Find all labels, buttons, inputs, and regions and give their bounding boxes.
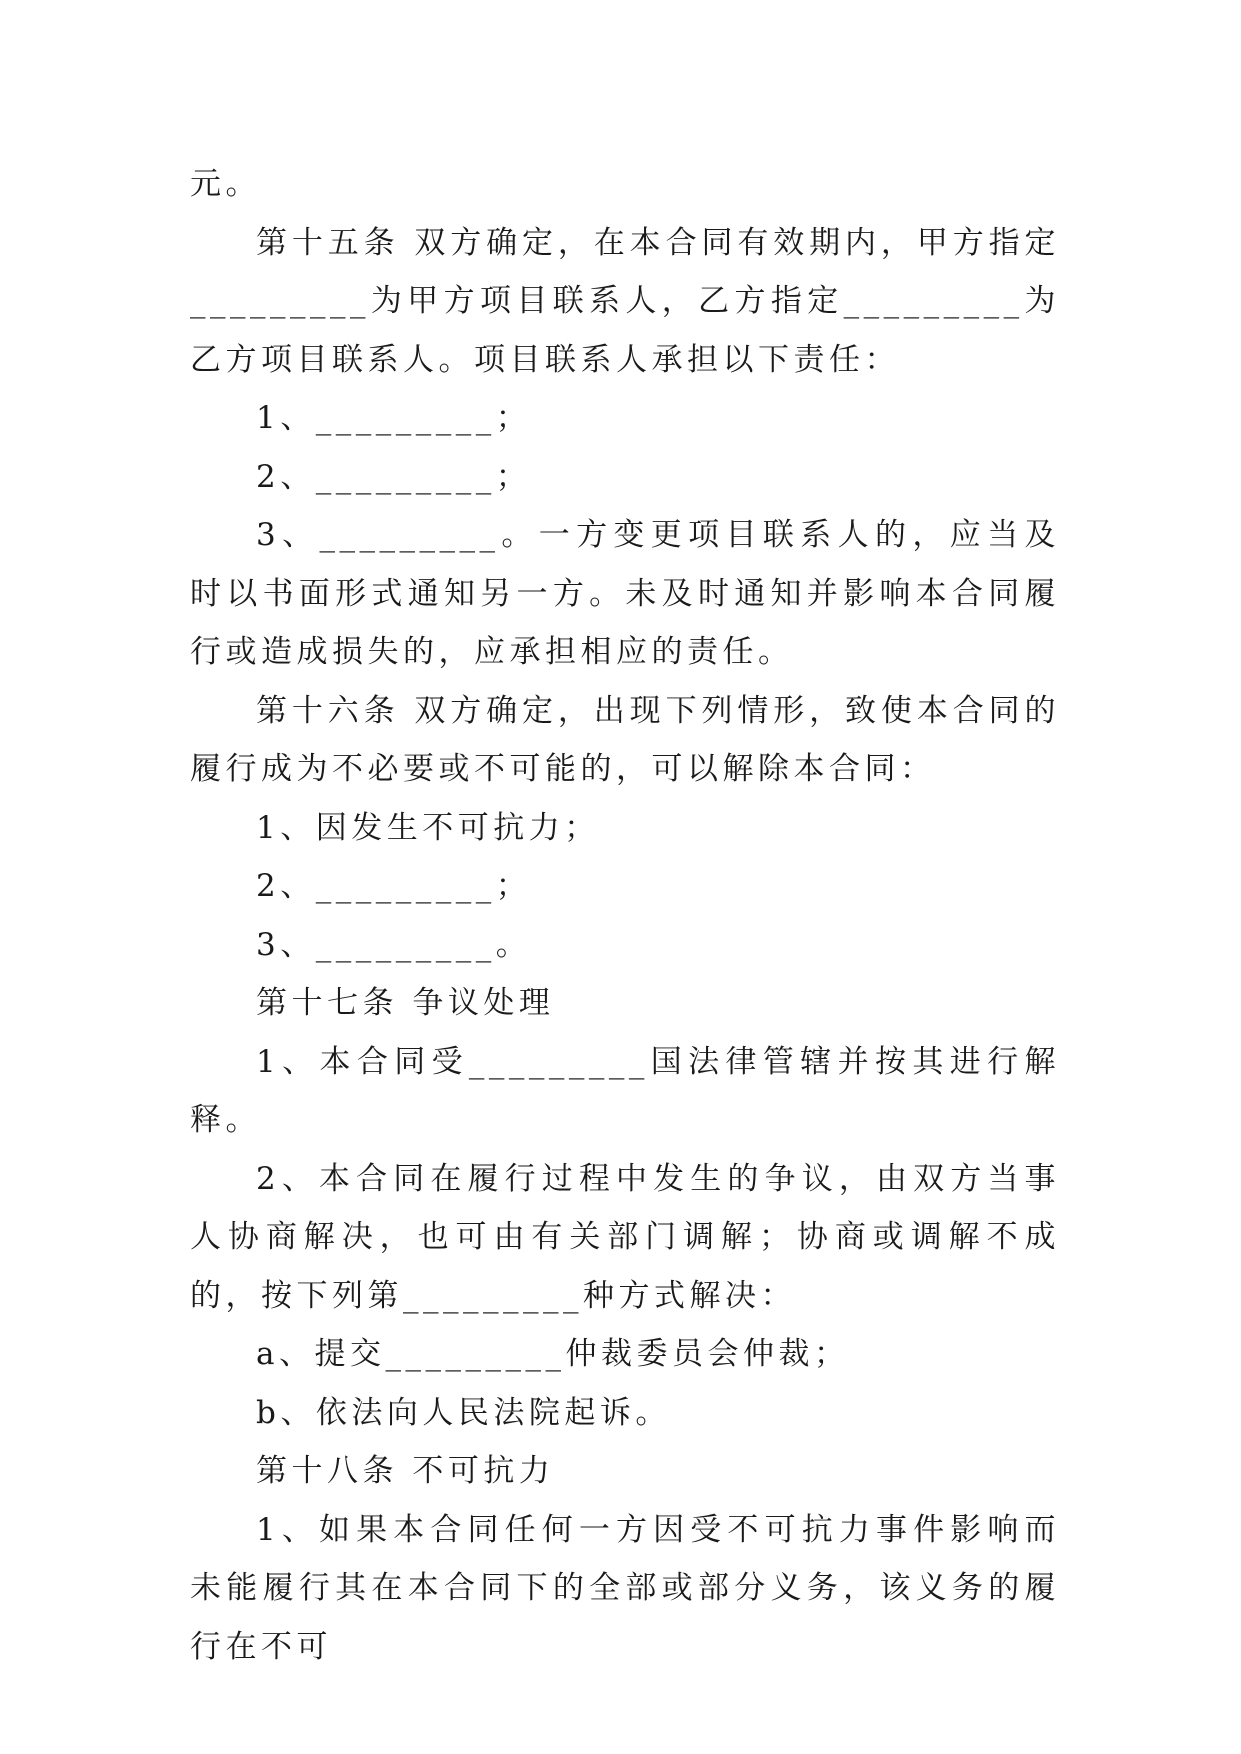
article-15-item-1: 1、_________； <box>256 400 532 436</box>
article-17-item-2: 2、本合同在履行过程中发生的争议，由双方当事人协商解决，也可由有关部门调解；协商或调解不成的，按下列第_________种方式解决： <box>190 1160 1060 1314</box>
article-16-item-3: 3、_________。 <box>256 926 532 963</box>
article-15: 第十五条 双方确定，在本合同有效期内，甲方指定_________为甲方项目联系人，乙方指定_________为乙方项目联系人。项目联系人承担以下责任： <box>190 224 1060 378</box>
article-18-heading: 第十八条 不可抗力 <box>256 1453 555 1489</box>
article-18-item-1: 1、如果本合同任何一方因受不可抗力事件影响而未能履行其在本合同下的全部或部分义务，该义务的履行在不可 <box>190 1511 1060 1665</box>
article-16: 第十六条 双方确定，出现下列情形，致使本合同的履行成为不必要或不可能的，可以解除本合同： <box>190 692 1060 787</box>
article-15-item-2: 2、_________； <box>256 458 532 495</box>
article-17-item-1: 1、本合同受_________国法律管辖并按其进行解释。 <box>190 1043 1060 1138</box>
article-15-item-3: 3、_________。一方变更项目联系人的，应当及时以书面形式通知另一方。未及时通知并影响本合同履行或造成损失的，应承担相应的责任。 <box>190 517 1060 670</box>
paragraph-continuation: 元。 <box>190 166 261 202</box>
article-17-option-a: a、提交_________仲裁委员会仲裁； <box>256 1336 850 1372</box>
article-17-option-b: b、依法向人民法院起诉。 <box>256 1394 671 1431</box>
article-17-heading: 第十七条 争议处理 <box>256 985 555 1021</box>
document-body <box>190 155 1060 1676</box>
article-16-item-1: 1、因发生不可抗力； <box>256 809 600 846</box>
article-16-item-2: 2、_________； <box>256 868 532 904</box>
